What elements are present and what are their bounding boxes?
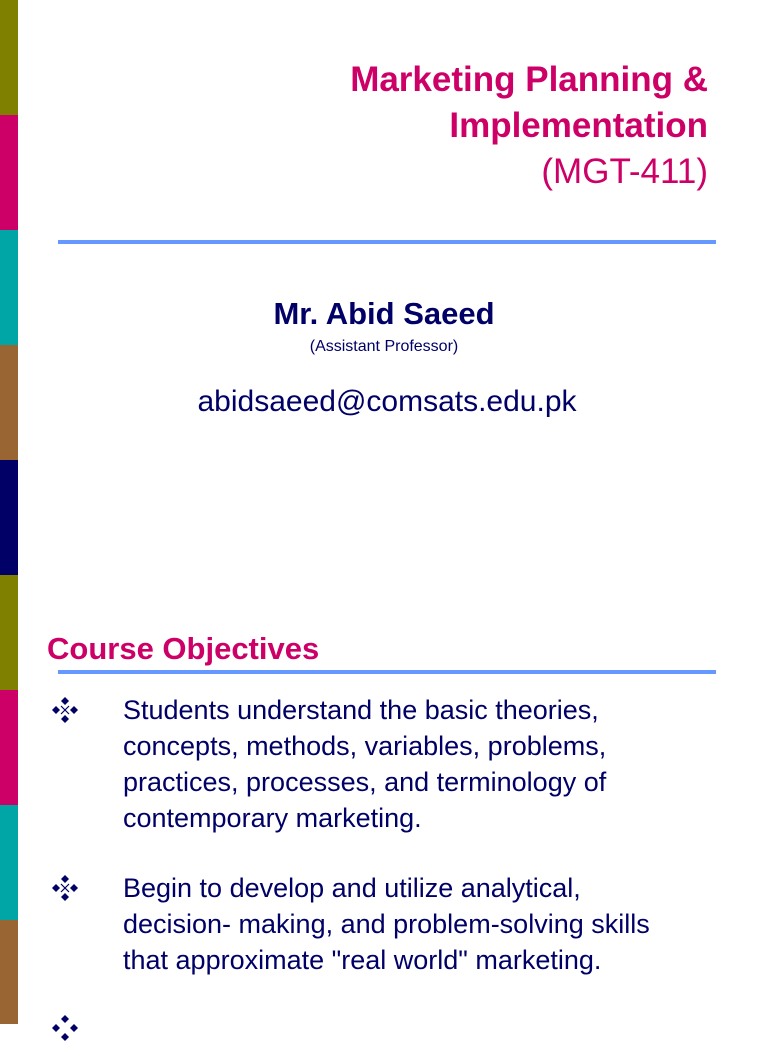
course-title-line-1: Marketing Planning & <box>350 60 708 99</box>
objective-line: concepts, methods, variables, problems, <box>123 731 607 761</box>
four-diamond-bullet-icon <box>47 692 83 728</box>
objective-line: contemporary marketing. <box>123 803 422 833</box>
instructor-title: (Assistant Professor) <box>309 338 459 355</box>
side-bar-segment-teal <box>0 805 18 920</box>
objective-line: Begin to develop and utilize analytical, <box>123 873 581 903</box>
section-divider <box>58 670 716 674</box>
decorative-side-bar <box>0 0 18 1024</box>
objective-text <box>123 870 723 978</box>
objective-line: Students understand the basic theories, <box>123 695 599 725</box>
four-diamond-bullet-icon <box>47 1010 83 1046</box>
side-bar-segment-magenta <box>0 690 18 805</box>
course-code: (MGT-411) <box>541 152 708 191</box>
objective-line: decision- making, and problem-solving skills <box>123 909 650 939</box>
course-title-line-2: Implementation <box>449 106 708 145</box>
four-diamond-bullet-icon <box>47 870 83 906</box>
instructor-name: Mr. Abid Saeed <box>273 296 495 331</box>
instructor-email[interactable]: abidsaeed@comsats.edu.pk <box>197 385 577 418</box>
side-bar-segment-olive <box>0 575 18 690</box>
side-bar-segment-olive <box>0 0 18 115</box>
side-bar-segment-navy <box>0 460 18 575</box>
objective-line: that approximate "real world" marketing. <box>123 945 602 975</box>
objective-line: practices, processes, and terminology of <box>123 767 607 797</box>
objective-text <box>123 692 723 836</box>
side-bar-segment-brown <box>0 920 18 1024</box>
title-divider <box>58 240 716 244</box>
section-heading: Course Objectives <box>47 631 320 666</box>
side-bar-segment-magenta <box>0 115 18 230</box>
